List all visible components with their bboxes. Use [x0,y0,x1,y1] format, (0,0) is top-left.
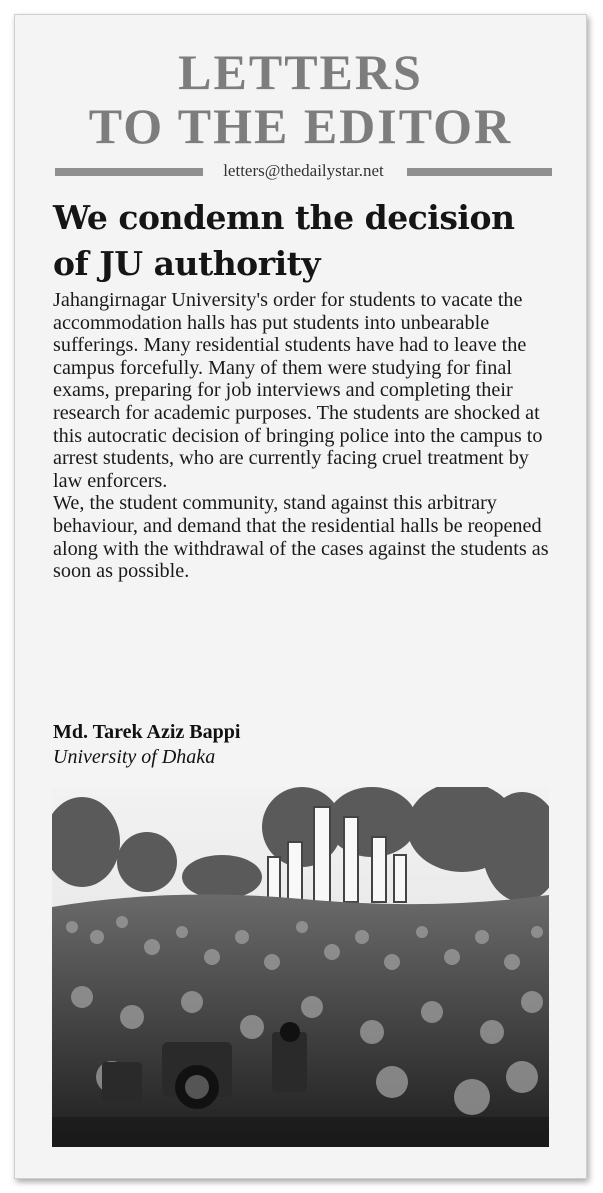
headline-line-1: We condemn the decision [53,198,515,237]
masthead-rule [55,161,552,180]
editor-email-link[interactable]: letters@thedailystar.net [223,161,384,180]
masthead-line-2: TO THE EDITOR [88,98,513,154]
letter-body [53,289,558,583]
letter-paragraph-1: Jahangirnagar University's order for students to vacate the accommodation halls has put students into unbearable sufferings. Many residential students have had to leave the campus forcefully. Many of them were studying for final exams, preparing for job interviews and completing their research for academic purposes. The students are shocked at this autocratic decision of bringing police into the campus to arrest students, who are currently facing cruel treatment by law enforcers. [53,289,543,492]
protest-photo-image [52,787,549,1147]
letter-affiliation: University of Dhaka [53,746,216,768]
section-masthead [15,45,586,153]
rule-right [407,168,552,176]
headline-line-2: of JU authority [53,244,321,283]
masthead-line-1: LETTERS [178,44,423,100]
letters-card [14,14,587,1179]
letter-author: Md. Tarek Aziz Bappi [53,721,241,743]
protest-photo [52,787,549,1147]
letter-paragraph-2: We, the student community, stand against this arbitrary behaviour, and demand that the residential halls be reopened along with the withdrawal of the cases against the students as soon as possible. [53,492,549,583]
letter-headline [53,195,553,287]
